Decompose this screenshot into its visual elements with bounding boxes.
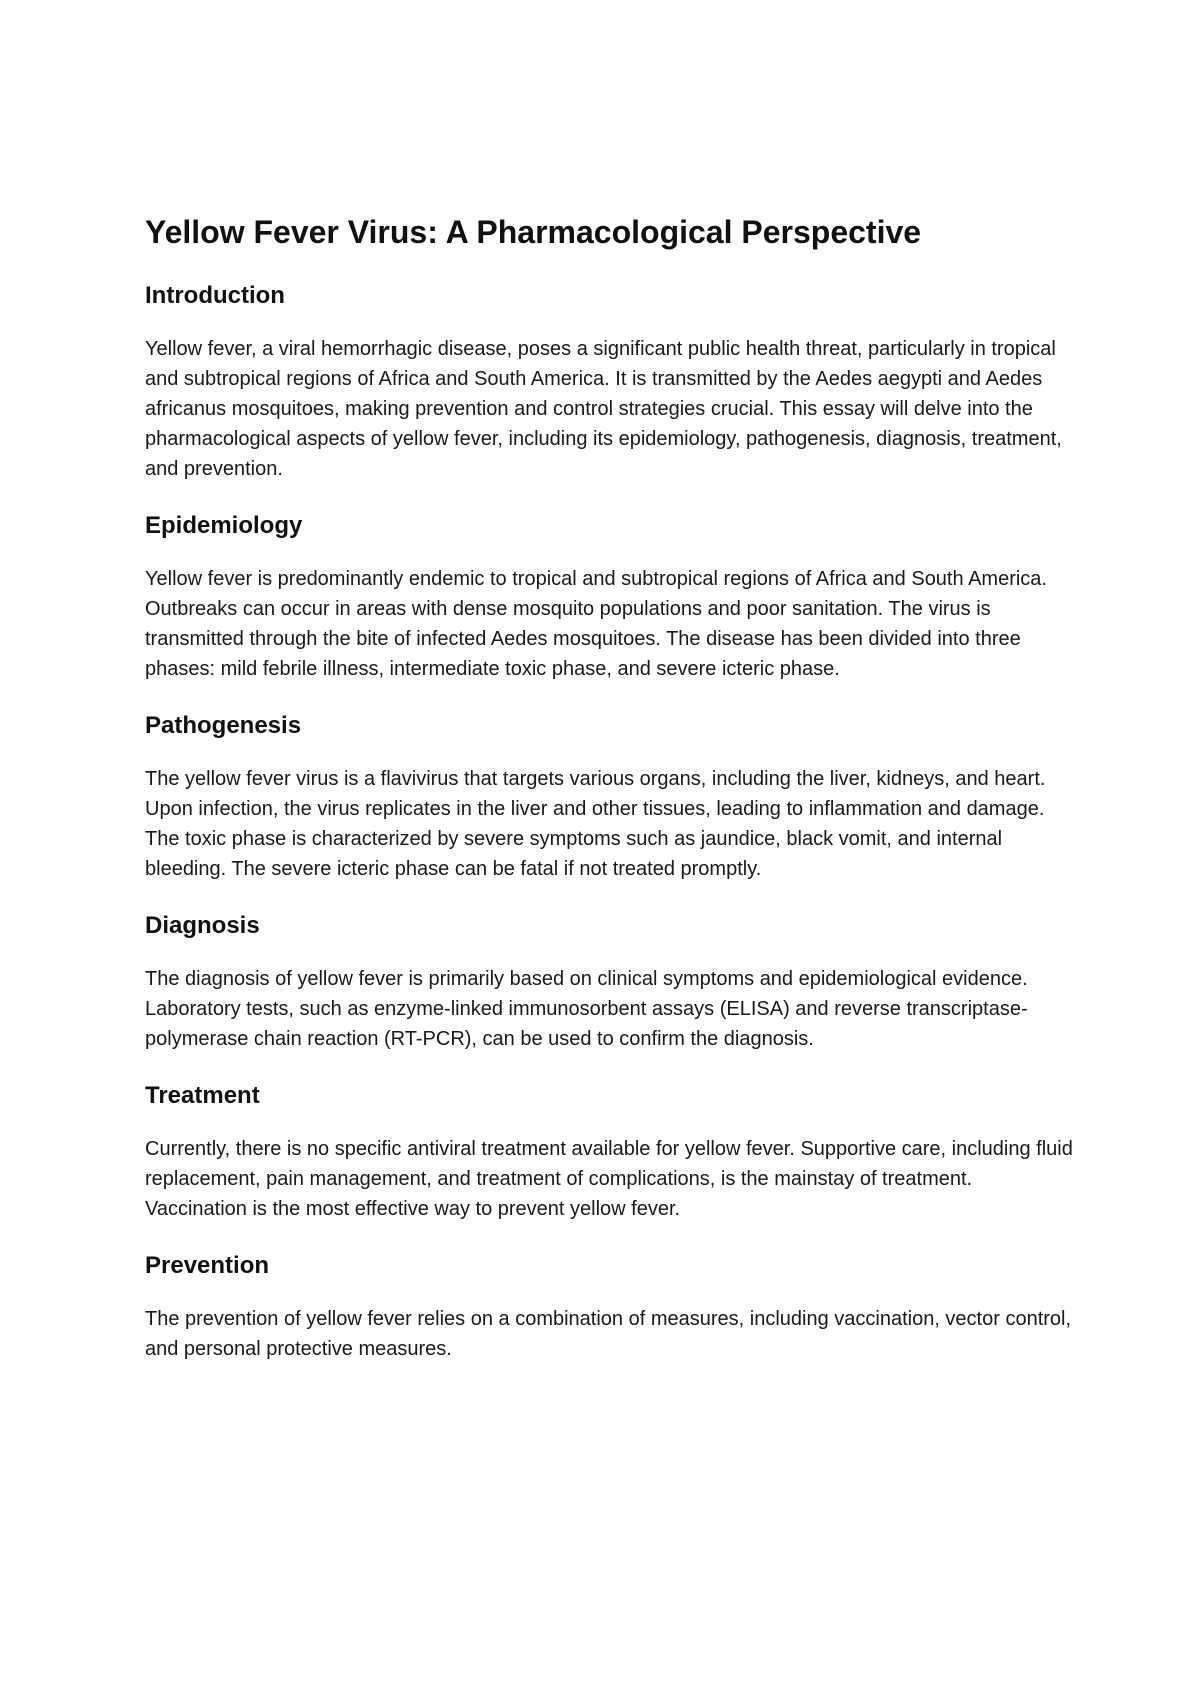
section-heading: Introduction xyxy=(145,282,285,309)
section-diagnosis xyxy=(145,908,1075,1054)
section-introduction xyxy=(145,278,1075,484)
section-treatment xyxy=(145,1078,1075,1224)
section-epidemiology xyxy=(145,508,1075,684)
section-heading: Pathogenesis xyxy=(145,712,302,739)
section-heading: Diagnosis xyxy=(145,912,260,939)
section-paragraph: The prevention of yellow fever relies on a combination of measures, including vaccination, vector control, and personal protective measures. xyxy=(145,1308,1072,1360)
section-heading: Treatment xyxy=(145,1082,260,1109)
section-paragraph: Yellow fever is predominantly endemic to tropical and subtropical regions of Africa and South America. Outbreaks can occur in areas with dense mosquito populations and poor sanitation. The virus is transmitted through the bite of infected Aedes mosquitoes. The disease has been divided into three phases: mild febrile illness, intermediate toxic phase, and severe icteric phase. xyxy=(145,568,1047,680)
section-pathogenesis xyxy=(145,708,1075,884)
section-paragraph: The yellow fever virus is a flavivirus that targets various organs, including the liver, kidneys, and heart. Upon infection, the virus replicates in the liver and other tissues, leading to inflammation and damage. The toxic phase is characterized by severe symptoms such as jaundice, black vomit, and internal bleeding. The severe icteric phase can be fatal if not treated promptly. xyxy=(145,768,1046,880)
section-paragraph: Yellow fever, a viral hemorrhagic disease, poses a significant public health threat, particularly in tropical and subtropical regions of Africa and South America. It is transmitted by the Aedes aegypti and Aedes africanus mosquitoes, making prevention and control strategies crucial. This essay will delve into the pharmacological aspects of yellow fever, including its epidemiology, pathogenesis, diagnosis, treatment, and prevention. xyxy=(145,338,1062,480)
document-content xyxy=(145,208,1075,1364)
section-heading: Prevention xyxy=(145,1252,270,1279)
document-title: Yellow Fever Virus: A Pharmacological Perspective xyxy=(145,214,922,250)
section-paragraph: Currently, there is no specific antiviral treatment available for yellow fever. Supportive care, including fluid replacement, pain management, and treatment of complications, is the mainstay of treatment. Vaccination is the most effective way to prevent yellow fever. xyxy=(145,1138,1073,1220)
section-prevention xyxy=(145,1248,1075,1364)
section-heading: Epidemiology xyxy=(145,512,303,539)
section-paragraph: The diagnosis of yellow fever is primarily based on clinical symptoms and epidemiological evidence. Laboratory tests, such as enzyme-linked immunosorbent assays (ELISA) and reverse transcriptase-polymerase chain reaction (RT-PCR), can be used to confirm the diagnosis. xyxy=(145,968,1028,1050)
